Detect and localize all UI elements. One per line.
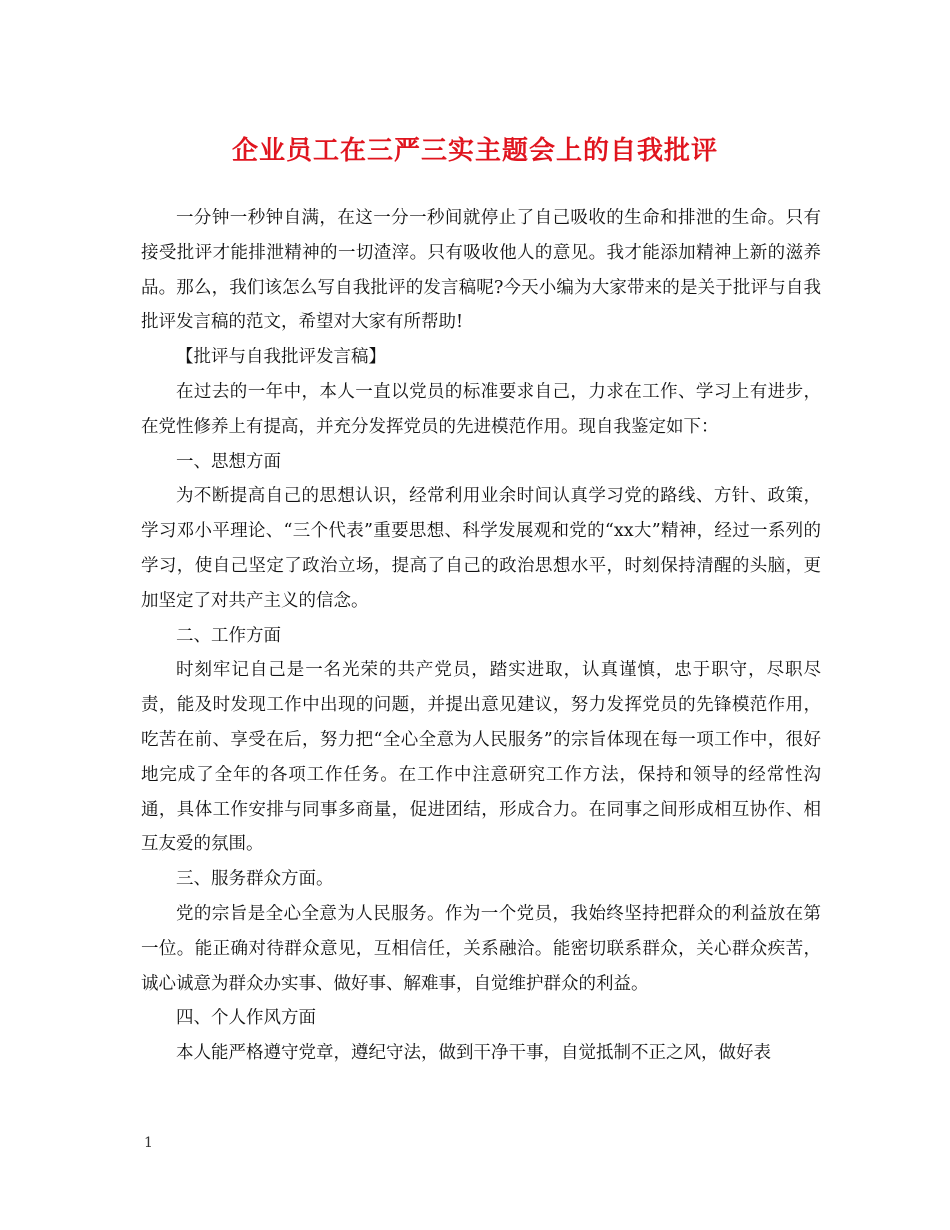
document-title: 企业员工在三严三实主题会上的自我批评 [231, 136, 718, 166]
section-heading: 三、服务群众方面。 [176, 869, 334, 890]
body-paragraph: 本人能严格遵守党章，遵纪守法，做到干净干事，自觉抵制不正之风，做好表 [176, 1043, 771, 1064]
body-paragraph: 为不断提高自己的思想认识，经常利用业余时间认真学习党的路线、方针、政策，学习邓小平理论、“三个代表”重要思想、科学发展观和党的“xx大”精神，经过一系列的学习，使自己坚定了政治立场，提高了自己的政治思想水平，时刻保持清醒的头脑，更加坚定了对共产主义的信念。 [141, 486, 821, 611]
section-heading: 【批评与自我批评发言稿】 [176, 347, 386, 368]
section-heading: 四、个人作风方面 [176, 1008, 316, 1029]
page-number: 1 [144, 1135, 153, 1151]
section-heading: 一、思想方面 [176, 451, 281, 472]
section-heading: 二、工作方面 [176, 625, 281, 646]
body-paragraph: 在过去的一年中，本人一直以党员的标准要求自己，力求在工作、学习上有进步，在党性修养上有提高，并充分发挥党员的先进模范作用。现自我鉴定如下： [141, 381, 821, 437]
document-body [141, 201, 821, 1071]
body-paragraph: 时刻牢记自己是一名光荣的共产党员，踏实进取，认真谨慎，忠于职守，尽职尽责，能及时发现工作中出现的问题，并提出意见建议，努力发挥党员的先锋模范作用，吃苦在前、享受在后，努力把“全心全意为人民服务”的宗旨体现在每一项工作中，很好地完成了全年的各项工作任务。在工作中注意研究工作方法，保持和领导的经常性沟通，具体工作安排与同事多商量，促进团结，形成合力。在同事之间形成相互协作、相互友爱的氛围。 [141, 660, 821, 855]
body-paragraph: 党的宗旨是全心全意为人民服务。作为一个党员，我始终坚持把群众的利益放在第一位。能正确对待群众意见，互相信任，关系融洽。能密切联系群众，关心群众疾苦，诚心诚意为群众办实事、做好事、解难事，自觉维护群众的利益。 [141, 903, 821, 994]
intro-paragraph: 一分钟一秒钟自满，在这一分一秒间就停止了自己吸收的生命和排泄的生命。只有接受批评才能排泄精神的一切渣滓。只有吸收他人的意见。我才能添加精神上新的滋养品。那么，我们该怎么写自我批评的发言稿呢?今天小编为大家带来的是关于批评与自我批评发言稿的范文，希望对大家有所帮助! [141, 208, 821, 333]
